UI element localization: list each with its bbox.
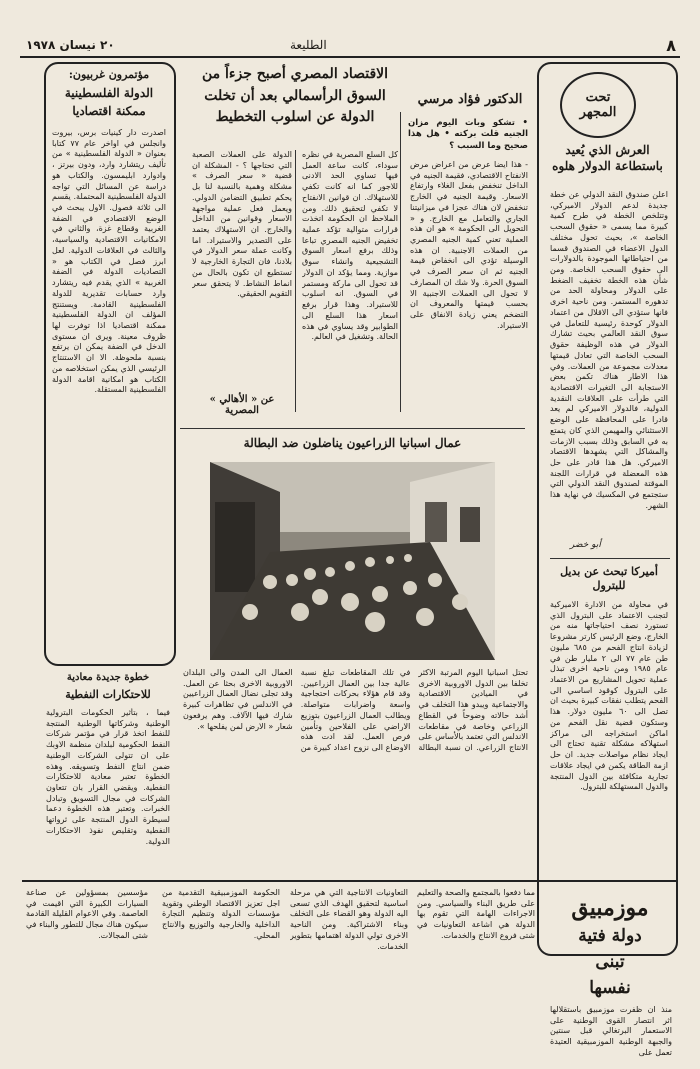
- palestine-title-2: الدولة الفلسطينية: [64, 86, 154, 100]
- mozambique-title-3: تبنى: [595, 952, 625, 972]
- mozambique-title-2: دولة فتية: [578, 926, 642, 946]
- mozambique-title-4: نفسها: [589, 978, 631, 998]
- mozambique-body: منذ ان ظفرت موزمبيق باستقلالها اثر انتصار القوى الوطنية على الاستعمار البرتغالي قبل سنتين والجبهة الوطنية الموزمبيقية العتيدة تعمل على: [550, 1005, 672, 1057]
- oil-step-title-1: خطوة جديدة معادية: [66, 672, 150, 683]
- palestine-title-1: مؤتمرون غربيون:: [68, 68, 150, 81]
- center-divider-2: [295, 150, 296, 412]
- palestine-title-3: ممكنة اقتصاديا: [72, 104, 146, 118]
- oil-alternative-body: في محاولة من الادارة الاميركية لتجنب الاعتماد على البترول الذي تستورد نصف احتياجاتها منه من الخارج، وضع الرئيس كارتر مشروعا لزيادة انتاج الفحم من ٦٨٥ مليون طن عام ٧٧ الى ٢ مليار طن في عام ١٩٨٥ ومن ناحية اخرى تبذل عملية تحويل المشاريع من الاعتماد على البترول كوقود اساسي الى الفحم يتطلب نفقات كبيرة بحيث ان تصل الى ٦٠ مليون دولار. هذا وستكون قضية نقل الفحم من اماكن استخراجه الى مراكز استهلاكه مشكلة تقنية تحتاج الى ايجاد نظام مواصلات جديد. ان حل ازمة الطاقة يكمن في ايجاد علاقات تجارية متكافئة بين الدول المنتجة والدول المستهلكة للبترول.: [550, 600, 668, 792]
- page-number: ٨: [666, 36, 676, 55]
- spain-workers-photo: [210, 462, 495, 660]
- spain-article-body: تحتل اسبانيا اليوم المرتبة الاكثر تخلفا بين الدول الاوروبية الاخرى في الميادين الاقتصادية والاجتماعية ويبدو هذا التخلف في أشد حالاته وضوحاً في القطاع الزراعي وخاصة في مقاطعات الاندلس التي تعتمد بالأساس على الانتاج الزراعي. ان نسبة البطالة في تلك المقاطعات تبلغ نسبة عالية جدا بين العمال الزراعيين. وقد قام هؤلاء بحركات احتجاجية واسعة واضرابات متواصلة. ويطالب العمال الزراعيون بتوزيع الاراضي على الفلاحين وتأمين فرص العمل. لقد ادت هذه الاوضاع الى نزوح اعداد كبيرة من العمال الى المدن والى البلدان الاوروبية الاخرى بحثا عن العمل. وقد تجلى نضال العمال الزراعيين في الاندلس في تظاهرات كبيرة شارك فيها الآلاف. وهم يرفعون شعار « الارض لمن يفلحها ».: [183, 668, 528, 753]
- article-column-2: كل السلع المصرية في نظره سوداء، كانت ساعة العمل فيها تساوي الحد الادنى للاجور كما انه كانت تكفي للاستهلاك. ان قوانين الانفتاح لا تكفي لتحقيق ذلك. ومن الملاحظ ان الحكومة اتخذت قرارات متوالية تؤكد عملية تخفيض الجنيه المصري تباعا وذلك برفع اسعار السوق التشجيعية وانشاء سوق موازية. ومما يؤكد ان الدولار قد تحول الى ماركة ومستمر في السوق. انه اسلوب للاستيراد. وهذا قرار برفع اسعار هذا السلع الى الطوابير وقد يساوي في هذه الحالة. وتشغيل في العالم.: [302, 150, 398, 342]
- palestine-body: اصدرت دار كينيات برس، بيروت وانجلس في اواخر عام ٧٧ كتابا بعنوان « الدولة الفلسطينية » من تأليف ريتشارد وارد، ودون بيرتز ، وادوارد ابليمسون. والكتاب هو دراسة عن المسائل التي تواجه الدولة الفلسطينية المحتملة. يقسم الى ثلاثة فصول. الاول يبحث في الوضع الاقتصادي في الضفة الغربية وقطاع غزة، والثاني في الامكانيات الاقتصادية والسياسية، والثالث في العلاقات الدولية. لعل ابرز فصل في الكتاب هو « التصاديات الدولة في الضفة الغربية » الذي يقدم فيه ريتشارد وارد حسابات تقديرية للدولة الفلسطينية القادمة. ويستنتج المؤلف ان الدولة الفلسطينية ممكنة اقتصاديا اذا توفرت لها ظروف معينة. ويرى ان مستوى الدخل في الضفة يمكن ان يرتفع بنسبة ملحوظة. الا ان الاستنتاج الرئيسي الذي يمكن استخلاصه من الكتاب هو امكانية اقامة الدولة الفلسطينية المستقلة.: [52, 128, 166, 395]
- mozambique-column-2: مما دفعوا بالمجتمع والصحة والتعليم على طريق البناء والسياسي. ومن الاجراءات الهامة التي تقوم بها الدولة هي اشاعة التعاونيات في شتى فروع الانتاج والخدمات.: [417, 888, 535, 940]
- magazine-name: الطليعة: [290, 38, 327, 52]
- mozambique-column-3: التعاونيات الانتاجية التي هي مرحلة اساسية لتحقيق الهدف الذي تسعى اليه الدولة وهو القضاء على التخلف وبناء الاشتراكية. ومن الناحية الاخرى تولي الدولة اهتمامها بتطوير الخدمات.: [290, 888, 408, 951]
- center-divider-1: [400, 112, 401, 412]
- issue-date: ٢٠ نيسان ١٩٧٨: [26, 38, 115, 52]
- oil-alternative-title: أميركا تبحث عن بديل للبترول: [560, 565, 658, 593]
- spain-photo-banner: عمال اسبانيا الزراعيون يناضلون ضد البطالة: [243, 436, 462, 450]
- protest-march-image: [210, 462, 495, 660]
- article-column-3: الدولة على العملات الصعبة التي تحتاجها ؟ - المشكلة ان قضية « سعر الصرف » مشكلة وهمية بالنسبة لنا بل يحكم تطبيق التضامن الدولي. ويعمل فعل عملية مواجهة الاسعار وقوانين من الداخل والخارج. ان الاستهلاك يعتمد على التصدير والاستيراد. اما وكانت عملة سعر الدولار في بلادنا، فان التجارة الخارجية لا تستطيع ان تكون بالحال من انماط النشاط. لا يتحقق سعر التقويم الحقيقي.: [192, 150, 292, 299]
- oil-step-body: فيما ، بتأثير الحكومات البترولية الوطنية وشركاتها الوطنية المنتجة للنفط اتخذ قرار في مؤتمر شركات النفط الحكومية لبلدان منظمة الاوبك على ان تتولى الشركات الوطنية ضمن انتاج النفط وتسويقه. وهذه الخطوة تعتبر معادية للاحتكارات النفطية. ويقضي القرار بان تتعاون الشركات في مجال التسويق وتبادل الخبرات. وتعتبر هذه الخطوة دعما لسيطرة الدول المنتجة على ثرواتها النفطية وتقليص نفوذ الاحتكارات الدولية.: [46, 708, 170, 846]
- article-bullets: • تشكو وبات اليوم مزان الجنيه قلت بركته • هل هذا صحيح وما السبب ؟: [408, 118, 528, 151]
- mozambique-column-5: مؤسسين بمسؤولين عن صناعة السيارات الكبيرة التي اقيمت في العاصمة. وفي الاعوام القليلة القادمة سيكون هناك مجال للتطور والبناء في شتى المجالات.: [26, 888, 148, 940]
- under-microscope-badge: [560, 72, 636, 138]
- dollar-article-body: اعلن صندوق النقد الدولي عن خطة جديدة لدعم الدولار الاميركي، وتتلخص الخطة في طرح كمية كبيرة مما يسمى « حقوق السحب الخاصة »، بحيث تحول مختلف الدول الاعضاء في الصندوق قسما من احتياطاتها الموجودة بالدولارات الى حقوق السحب الخاصة. ومن شأن هذه الخطة تخفيف الضغط على الدولار ومحاولة الحد من تدهوره المستمر. ومن ناحية اخرى فانها ستؤدي الى الاقلال من اعتماد الدولار كوحدة رئيسية للتعامل في سوق النقد العالمي بحيث تشارك الدولار في هذه الوظيفة حقوق السحب الخاصة التي تعادل قيمتها معدلات مجموعة من العملات. وفي هذا الاطار هناك تكمن بعض الاستجابة الى التغيرات الاقتصادية التي طرأت على العلاقات النقدية الدولية، فالدولار الاميركي لم يعد قادرا على المحافظة على الوضع الاستثنائي والمهيمن الذي كان يتمتع به في السابق وذلك بسبب الازمات والمشاكل التي يشهدها الاقتصاد الاميركي. هل هذا قادر على حل هذه المعضلة في قرارات اللجنة الموقتة لصندوق النقد الدولي التي ستجتمع في المكسيك في نهاية هذا الشهر.: [550, 190, 668, 510]
- badge-line-2: المجهر: [579, 105, 617, 120]
- mozambique-title-1: موزمبيق: [571, 895, 649, 921]
- badge-line-1: تحت: [585, 90, 611, 105]
- mozambique-column-4: الحكومة الموزمبيقية التقدمية من اجل تعزيز الاقتصاد الوطني وتقوية مؤسسات الدولة وتنظيم التجارة الداخلية والخارجية والتوزيع والانتاج المحلي.: [162, 888, 280, 940]
- author-name: الدكتور فؤاد مرسي: [417, 92, 523, 107]
- dollar-article-title: العرش الذي يُعيد باستطاعة الدولار هلوه: [552, 143, 663, 173]
- header-rule: [20, 56, 680, 58]
- dollar-article-signature: أبو خضر: [570, 540, 601, 550]
- bottom-section-rule: [22, 880, 678, 882]
- article-column-1: - هذا ايضا عرض من اعراض مرض الانفتاح الاقتصادي، فقيمة الجنيه في الداخل تنخفض بفعل الغلاء وارتفاع الاسعار. وقيمة الجنيه في الخارج تنخفض لان هناك عجزا في ميزانيتنا الجاري والتعامل مع الخارج. و « التحويل الى الحكومة » هو ان هذه العملية تعني كمية الجنيه المصري من العملات الاجنبية. ان هذه الوسيلة تؤدي الى انخفاض قيمة الجنيه ثم ان سعر الصرف في السوق الحرة. ولا شك ان المصارف لا تحول الى العملات الاجنبية الا بحسب قيمتها والمعروف ان التضخم يعني زيادة الانفاق على الاستيراد.: [410, 160, 528, 330]
- main-headline: الاقتصاد المصري أصبح جزءاً من السوق الرأسمالي بعد أن تخلت الدولة عن اسلوب التخطيط: [201, 66, 389, 126]
- oil-step-title-2: للاحتكارات النفطية: [65, 688, 151, 701]
- photo-top-rule: [180, 428, 525, 429]
- right-column-divider: [550, 558, 670, 559]
- article-source: عن « الأهالي » المصرية: [209, 394, 275, 416]
